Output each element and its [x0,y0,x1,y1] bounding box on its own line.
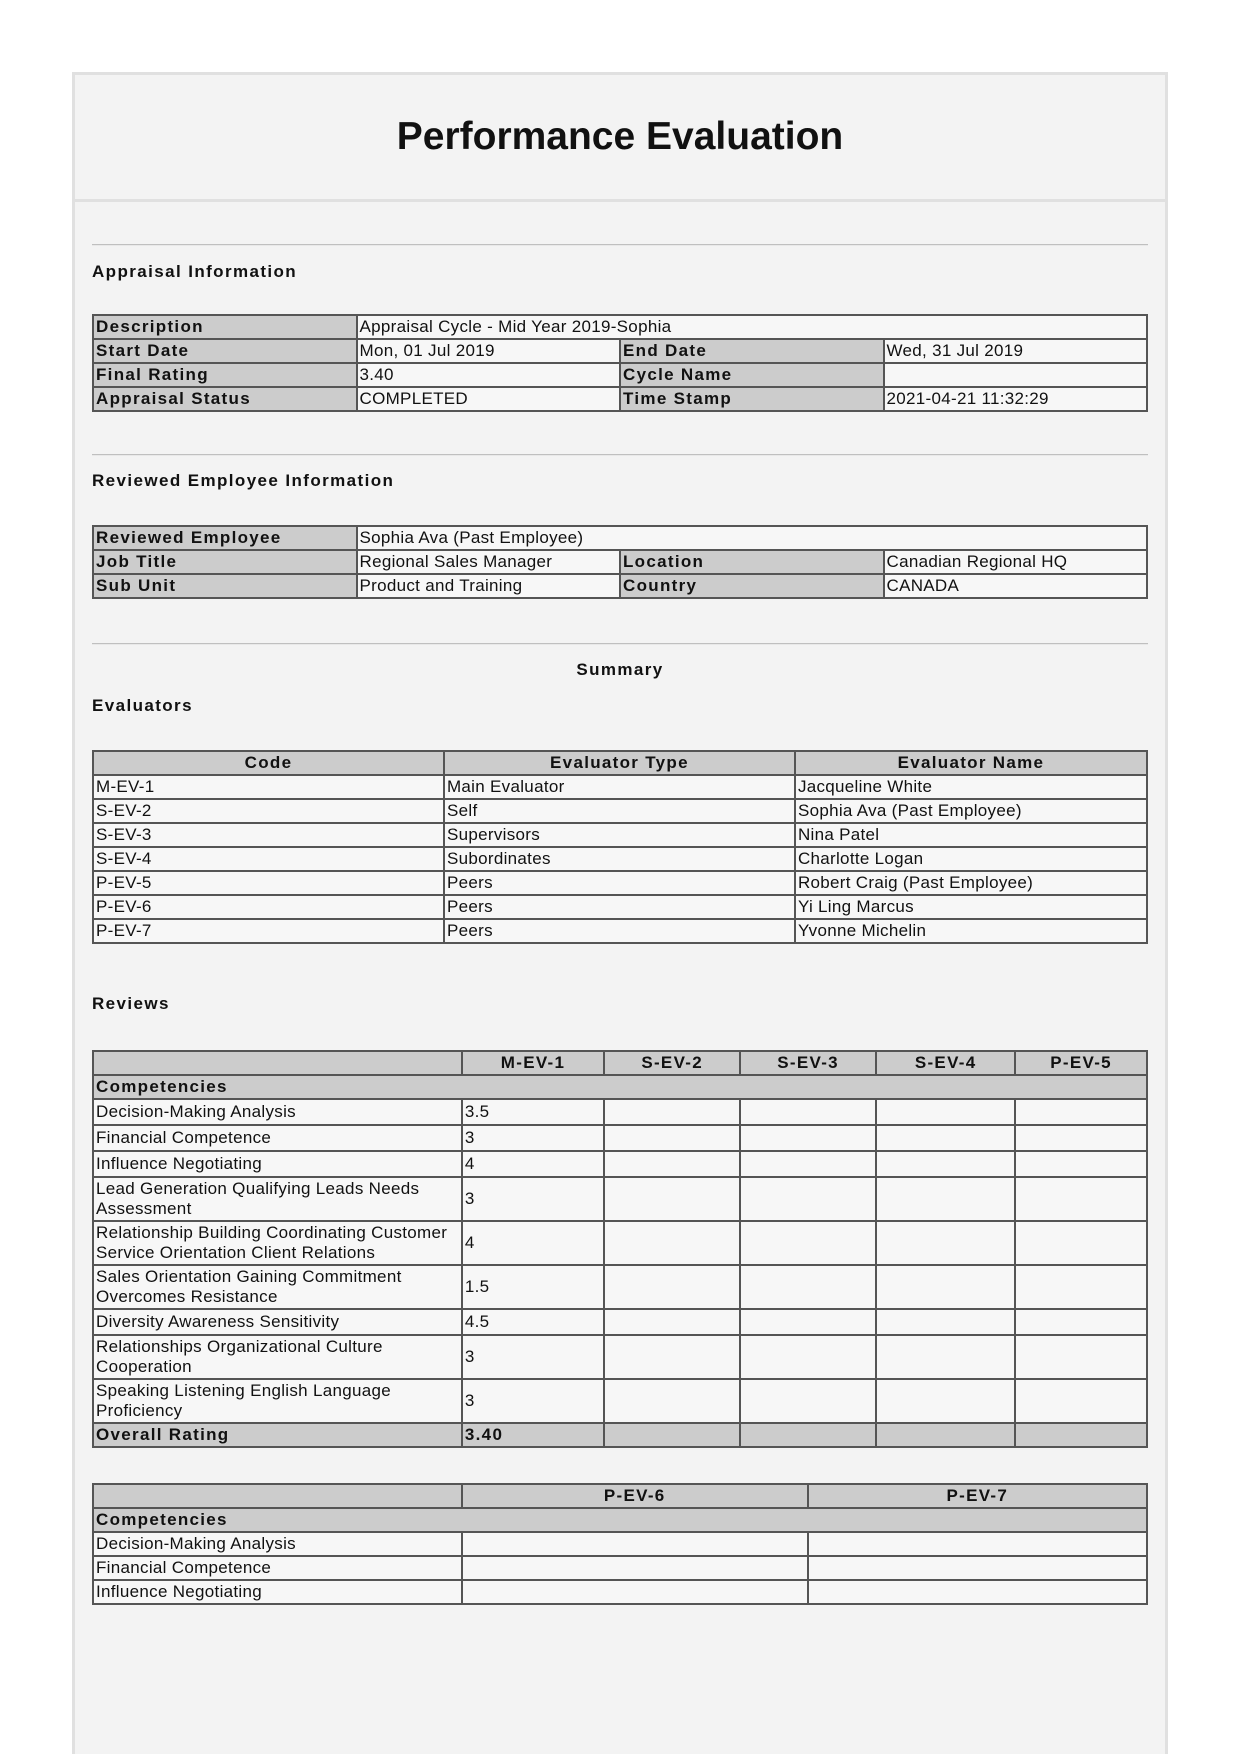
evaluator-code: P-EV-6 [93,895,444,919]
table-row [93,895,1147,919]
overall-rating-s-ev-4 [876,1423,1015,1447]
table-row [93,1265,1147,1309]
evaluator-type: Supervisors [444,823,795,847]
rating-s-ev-2 [604,1309,740,1335]
rating-p-ev-5 [1015,1335,1147,1379]
job-title-value: Regional Sales Manager [357,550,621,574]
rating-p-ev-5 [1015,1265,1147,1309]
column-header-s-ev-2: S-EV-2 [604,1051,740,1075]
start-date-label: Start Date [93,339,357,363]
document-content [75,202,1165,1605]
rating-s-ev-3 [740,1379,876,1423]
evaluator-type: Peers [444,895,795,919]
column-header-competency [93,1484,462,1508]
rating-s-ev-3 [740,1221,876,1265]
rating-p-ev-7 [808,1580,1147,1604]
rating-s-ev-4 [876,1379,1015,1423]
evaluator-code: S-EV-2 [93,799,444,823]
rating-m-ev-1: 3.5 [462,1099,604,1125]
column-header-s-ev-3: S-EV-3 [740,1051,876,1075]
competency-name: Influence Negotiating [93,1580,462,1604]
table-row [93,1556,1147,1580]
rating-m-ev-1: 4 [462,1221,604,1265]
rating-p-ev-5 [1015,1309,1147,1335]
overall-rating-s-ev-3 [740,1423,876,1447]
rating-s-ev-4 [876,1265,1015,1309]
cycle-name-label: Cycle Name [620,363,884,387]
section-title-appraisal: Appraisal Information [92,262,298,281]
evaluator-code: S-EV-4 [93,847,444,871]
evaluator-name: Robert Craig (Past Employee) [795,871,1147,895]
rating-s-ev-2 [604,1379,740,1423]
page-header [75,75,1165,202]
table-row [93,1125,1147,1151]
rating-s-ev-2 [604,1265,740,1309]
rating-p-ev-7 [808,1532,1147,1556]
evaluator-name: Charlotte Logan [795,847,1147,871]
competency-name: Decision-Making Analysis [93,1532,462,1556]
competency-name: Relationships Organizational Culture Cooperation [93,1335,462,1379]
column-header-s-ev-4: S-EV-4 [876,1051,1015,1075]
rating-m-ev-1: 3 [462,1379,604,1423]
table-row [93,871,1147,895]
competencies-group-row [93,1508,1147,1532]
competencies-group-row [93,1075,1147,1099]
description-value: Appraisal Cycle - Mid Year 2019-Sophia [357,315,1148,339]
rating-p-ev-6 [462,1580,808,1604]
end-date-label: End Date [620,339,884,363]
competency-name: Decision-Making Analysis [93,1099,462,1125]
rating-s-ev-2 [604,1125,740,1151]
table-row [93,847,1147,871]
sub-unit-value: Product and Training [357,574,621,598]
rating-s-ev-3 [740,1309,876,1335]
rating-p-ev-7 [808,1556,1147,1580]
competency-name: Speaking Listening English Language Proficiency [93,1379,462,1423]
column-header-p-ev-5: P-EV-5 [1015,1051,1147,1075]
column-header-p-ev-7: P-EV-7 [808,1484,1147,1508]
rating-s-ev-4 [876,1177,1015,1221]
overall-rating-label: Overall Rating [93,1423,462,1447]
competency-name: Influence Negotiating [93,1151,462,1177]
evaluator-name: Yvonne Michelin [795,919,1147,943]
table-row [93,775,1147,799]
country-value: CANADA [884,574,1148,598]
location-value: Canadian Regional HQ [884,550,1148,574]
table-row [93,1177,1147,1221]
evaluator-type: Peers [444,919,795,943]
time-stamp-label: Time Stamp [620,387,884,411]
evaluator-code: S-EV-3 [93,823,444,847]
table-row [93,1221,1147,1265]
rating-s-ev-4 [876,1125,1015,1151]
rating-s-ev-2 [604,1335,740,1379]
overall-rating-value: 3.40 [462,1423,604,1447]
section-title-employee: Reviewed Employee Information [92,471,395,490]
sub-unit-label: Sub Unit [93,574,357,598]
rating-s-ev-3 [740,1335,876,1379]
end-date-value: Wed, 31 Jul 2019 [884,339,1148,363]
rating-s-ev-3 [740,1265,876,1309]
rating-m-ev-1: 4.5 [462,1309,604,1335]
rating-s-ev-2 [604,1151,740,1177]
rating-p-ev-6 [462,1532,808,1556]
competency-name: Sales Orientation Gaining Commitment Overcomes Resistance [93,1265,462,1309]
table-row [93,1580,1147,1604]
rating-s-ev-2 [604,1099,740,1125]
page-title: Performance Evaluation [396,115,844,158]
evaluator-name: Nina Patel [795,823,1147,847]
appraisal-info-table [92,314,1148,412]
rating-m-ev-1: 3 [462,1125,604,1151]
rating-p-ev-5 [1015,1177,1147,1221]
table-row [93,1309,1147,1335]
table-row [93,1335,1147,1379]
rating-m-ev-1: 4 [462,1151,604,1177]
rating-s-ev-3 [740,1099,876,1125]
rating-p-ev-5 [1015,1099,1147,1125]
overall-rating-p-ev-5 [1015,1423,1147,1447]
rating-p-ev-5 [1015,1221,1147,1265]
table-row [93,919,1147,943]
evaluator-name: Yi Ling Marcus [795,895,1147,919]
evaluator-type: Main Evaluator [444,775,795,799]
final-rating-value: 3.40 [357,363,621,387]
competency-name: Diversity Awareness Sensitivity [93,1309,462,1335]
rating-m-ev-1: 3 [462,1177,604,1221]
evaluator-type: Subordinates [444,847,795,871]
rating-p-ev-5 [1015,1125,1147,1151]
final-rating-label: Final Rating [93,363,357,387]
column-header-p-ev-6: P-EV-6 [462,1484,808,1508]
evaluator-type: Peers [444,871,795,895]
table-row [93,1099,1147,1125]
rating-s-ev-3 [740,1125,876,1151]
competency-name: Financial Competence [93,1556,462,1580]
column-header-code: Code [93,751,444,775]
competency-name: Financial Competence [93,1125,462,1151]
table-row [93,1379,1147,1423]
column-header-evaluator-type: Evaluator Type [444,751,795,775]
table-row [93,823,1147,847]
reviewed-employee-value: Sophia Ava (Past Employee) [357,526,1148,550]
rating-m-ev-1: 3 [462,1335,604,1379]
rating-s-ev-4 [876,1151,1015,1177]
rating-s-ev-4 [876,1335,1015,1379]
location-label: Location [620,550,884,574]
country-label: Country [620,574,884,598]
appraisal-status-value: COMPLETED [357,387,621,411]
appraisal-status-label: Appraisal Status [93,387,357,411]
rating-s-ev-4 [876,1099,1015,1125]
rating-s-ev-4 [876,1221,1015,1265]
competencies-group-label: Competencies [93,1508,1147,1532]
start-date-value: Mon, 01 Jul 2019 [357,339,621,363]
rating-s-ev-2 [604,1177,740,1221]
rating-s-ev-2 [604,1221,740,1265]
evaluator-code: P-EV-5 [93,871,444,895]
rating-p-ev-5 [1015,1151,1147,1177]
rating-p-ev-6 [462,1556,808,1580]
evaluator-code: M-EV-1 [93,775,444,799]
cycle-name-value [884,363,1148,387]
summary-title: Summary [576,660,664,679]
reviews-table [92,1050,1148,1448]
rating-m-ev-1: 1.5 [462,1265,604,1309]
table-row [93,799,1147,823]
evaluator-name: Sophia Ava (Past Employee) [795,799,1147,823]
job-title-label: Job Title [93,550,357,574]
reviews-table-continued [92,1483,1148,1605]
table-row [93,1151,1147,1177]
column-header-competency [93,1051,462,1075]
overall-rating-s-ev-2 [604,1423,740,1447]
document-page [72,72,1168,1754]
competency-name: Lead Generation Qualifying Leads Needs Assessment [93,1177,462,1221]
time-stamp-value: 2021-04-21 11:32:29 [884,387,1148,411]
description-label: Description [93,315,357,339]
rating-s-ev-3 [740,1151,876,1177]
reviews-title: Reviews [92,994,170,1013]
overall-rating-row [93,1423,1147,1447]
competencies-group-label: Competencies [93,1075,1147,1099]
evaluators-table [92,750,1148,944]
rating-s-ev-4 [876,1309,1015,1335]
reviewed-employee-label: Reviewed Employee [93,526,357,550]
column-header-evaluator-name: Evaluator Name [795,751,1147,775]
evaluator-name: Jacqueline White [795,775,1147,799]
employee-info-table [92,525,1148,599]
evaluators-title: Evaluators [92,696,193,715]
table-row [93,1532,1147,1556]
evaluator-code: P-EV-7 [93,919,444,943]
evaluator-type: Self [444,799,795,823]
rating-p-ev-5 [1015,1379,1147,1423]
competency-name: Relationship Building Coordinating Customer Service Orientation Client Relations [93,1221,462,1265]
rating-s-ev-3 [740,1177,876,1221]
column-header-m-ev-1: M-EV-1 [462,1051,604,1075]
